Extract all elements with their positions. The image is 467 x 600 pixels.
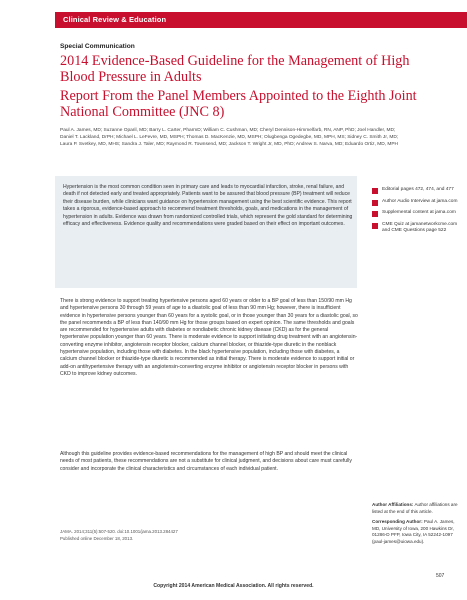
sidebar-item-label: CME Quiz at jamanetworkcme.com and CME Questions page 522 [382, 221, 458, 234]
sidebar-item-audio[interactable] [372, 199, 462, 206]
editorial-icon [372, 188, 378, 194]
author-affiliations [372, 502, 460, 545]
supplement-icon [372, 211, 378, 217]
article-subtitle: Report From the Panel Members Appointed to the Eighth Joint National Committee (JNC 8) [60, 88, 417, 120]
copyright-footer: Copyright 2014 American Medical Association. All rights reserved. [153, 583, 314, 589]
citation-line: JAMA. 2014;311(5):507-520. doi:10.1001/jama.2013.284427 [60, 529, 178, 534]
abstract-box [55, 176, 357, 288]
body-paragraph-2: Although this guideline provides evidence-based recommendations for the management of high BP and should meet the clinical needs of most patients, these recommendations are not a substitute for clinical judgment, and decisions about care must carefully consider and incorporate the clinical characteristics and circumstances of each individual patient. [60, 451, 352, 472]
sidebar-item-label: Author Audio Interview at jama.com [382, 198, 458, 204]
sidebar-item-label: Editorial pages 472, 474, and 477 [382, 187, 454, 192]
sidebar-item-label: Supplemental content at jama.com [382, 210, 456, 216]
sidebar-links [372, 187, 462, 240]
audio-icon [372, 200, 378, 206]
corresponding-label: Corresponding Author: [372, 519, 423, 524]
cme-icon [372, 223, 378, 229]
sidebar-item-cme[interactable] [372, 222, 462, 235]
sidebar-item-editorial[interactable] [372, 187, 462, 194]
section-banner [55, 12, 467, 28]
corresponding-text: Paul A. James, MD, University of Iowa, 200 Hawkins Dr, 01286-D PFP, Iowa City, IA 52242-1097 (paul-james@uiowa.edu). [372, 519, 455, 544]
affiliations-label: Author Affiliations: [372, 502, 414, 507]
citation [60, 529, 260, 542]
affiliations-text: Author affiliations are listed at the end of this article. [372, 502, 458, 514]
article-title: 2014 Evidence-Based Guideline for the Management of High Blood Pressure in Adults [60, 53, 410, 85]
header-banner [0, 0, 467, 28]
article-type-label: Special Communication [60, 43, 135, 50]
banner-label: Clinical Review & Education [63, 15, 167, 24]
author-list: Paul A. James, MD; Suzanne Oparil, MD; Barry L. Carter, PharmD; William C. Cushman, MD; Cheryl Dennison-Himmelfarb, RN, ANP, PhD; Joel Handler, MD; Daniel T. Lackland, DrPH; Michael L. LeFevre, MD, MSPH; Thomas D. MacKenzie, MD, MSPH; Olugbenga Ogedegbe, MD, MPH, MS; Sidney C. Smith Jr, MD; Laura P. Svetkey, MD, MHS; Sandra J. Taler, MD; Raymond R. Townsend, MD; Jackson T. Wright Jr, MD, PhD; Andrew S. Narva, MD; Eduardo Ortiz, MD, MPH [60, 128, 399, 147]
page-number: 507 [436, 573, 445, 579]
sidebar-item-supplement[interactable] [372, 210, 462, 217]
abstract-text: Hypertension is the most common condition seen in primary care and leads to myocardial infarction, stroke, renal failure, and death if not detected early and treated appropriately. Patients want to be assured that blood pressure (BP) treatment will reduce their disease burden, while clinicians want guidance on hypertension management using the best scientific evidence. This report takes a rigorous, evidence-based approach to recommend treatment thresholds, goals, and medications in the management of hypertension in adults. Evidence was drawn from randomized controlled trials, which represent the gold standard for determining efficacy and effectiveness. Evidence quality and recommendations were graded based on their effect on important outcomes. [63, 184, 353, 228]
publication-date: Published online December 18, 2013. [60, 535, 134, 541]
body-paragraph-1: There is strong evidence to support treating hypertensive persons aged 60 years or older to a BP goal of less than 150/90 mm Hg and hypertensive persons 30 through 59 years of age to a diastolic goal of less than 90 mm Hg; however, there is insufficient evidence in hypertensive persons younger than 60 years for a systolic goal, or in those younger than 30 years for a diastolic goal, so the panel recommends a BP of less than 140/90 mm Hg for those groups based on expert opinion. The same thresholds and goals are recommended for hypertensive adults with diabetes or nondiabetic chronic kidney disease (CKD) as for the general hypertensive population younger than 60 years. There is moderate evidence to support initiating drug treatment with an angiotensin-converting enzyme inhibitor, angiotensin receptor blocker, calcium channel blocker, or thiazide-type diuretic in the nonblack hypertensive population, including those with diabetes. In the black hypertensive population, including those with diabetes, a calcium channel blocker or thiazide-type diuretic is recommended as initial therapy. There is moderate evidence to support initial or add-on antihypertensive therapy with an angiotensin-converting enzyme inhibitor or angiotensin receptor blocker in persons with CKD to improve kidney outcomes. [60, 298, 358, 377]
